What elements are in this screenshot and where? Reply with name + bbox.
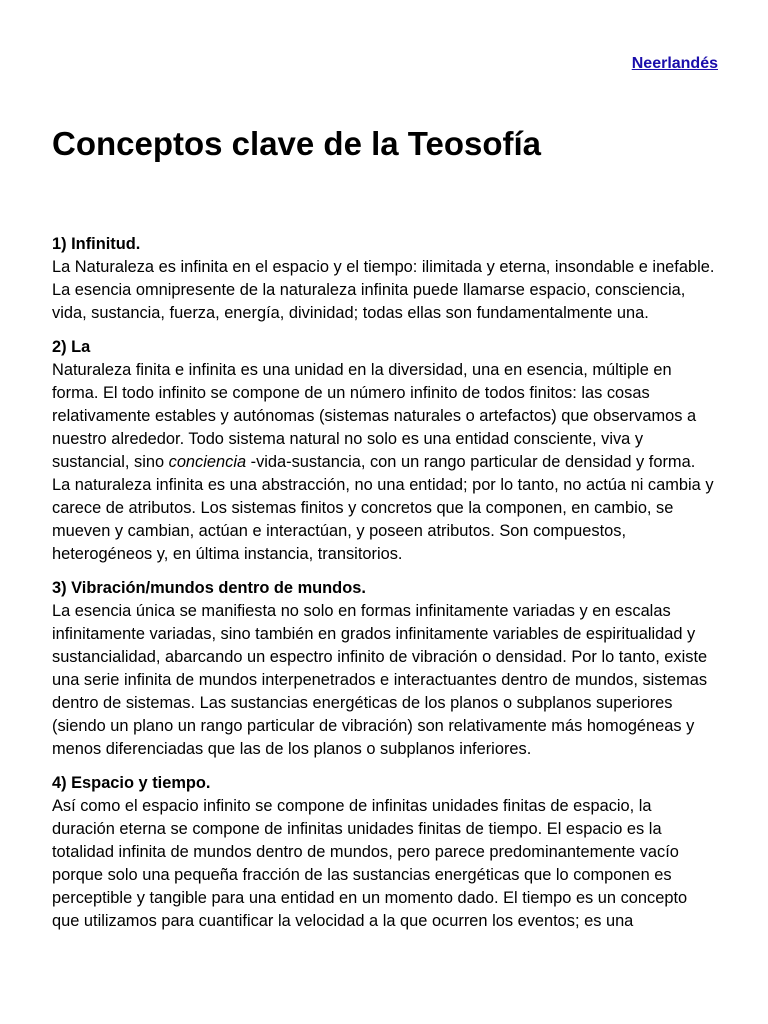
section-body-emphasis: conciencia (168, 453, 247, 471)
section-heading: 1) Infinitud. (52, 235, 141, 253)
section-body: Así como el espacio infinito se compone de infinitas unidades finitas de espacio, la duración eterna se compone de infinitas unidades finitas de tiempo. El espacio es la totalidad infinita de mundos dentro de mundos, pero parece predominantemente vacío porque solo una pequeña fracción de las sustancias energéticas que lo componen es perceptible y tangible para una entidad en un momento dado. El tiempo es un concepto que utilizamos para cuantificar la velocidad a la que ocurren los eventos; es una (52, 797, 688, 930)
section-infinitud (52, 233, 718, 325)
section-heading: 2) La (52, 338, 91, 356)
section-body: La esencia única se manifiesta no solo en formas infinitamente variadas y en escalas infinitamente variadas, sino también en grados infinitamente variables de espiritualidad y sustancialidad, abarcando un espectro infinito de vibración o densidad. Por lo tanto, existe una serie infinita de mundos interpenetrados e interactuantes dentro de mundos, sistemas dentro de sistemas. Las sustancias energéticas de los planos o subplanos superiores (siendo un plano un rango particular de vibración) son relativamente más homogéneas y menos diferenciadas que las de los planos o subplanos inferiores. (52, 602, 708, 758)
section-body (52, 359, 718, 566)
section-body-text: -vida-sustancia, con un rango particular de densidad y forma. La naturaleza infinita es una abstracción, no una entidad; por lo tanto, no actúa ni cambia y carece de atributos. Los sistemas finitos y concretos que la componen, en cambio, se mueven y cambian, actúan e interactúan, y poseen atributos. Son compuestos, heterogéneos y, en última instancia, transitorios. (52, 453, 714, 563)
section-la (52, 336, 718, 566)
section-heading: 3) Vibración/mundos dentro de mundos. (52, 579, 366, 597)
sections-container (52, 233, 718, 944)
page-title: Conceptos clave de la Teosofía (52, 125, 542, 162)
section-espacio-tiempo (52, 772, 718, 933)
language-link-dutch[interactable]: Neerlandés (631, 55, 718, 72)
section-body-text: Naturaleza finita e infinita es una unidad en la diversidad, una en esencia, múltiple en forma. El todo infinito se compone de un número infinito de todos finitos: las cosas relativamente estables y autónomas (sistemas naturales o artefactos) que observamos a nuestro alrededor. Todo sistema natural no solo es una entidad consciente, viva y sustancial, sino (52, 361, 697, 471)
section-body: La Naturaleza es infinita en el espacio y el tiempo: ilimitada y eterna, insondable e inefable. La esencia omnipresente de la naturaleza infinita puede llamarse espacio, consciencia, vida, sustancia, fuerza, energía, divinidad; todas ellas son fundamentalmente una. (52, 258, 715, 322)
section-vibracion (52, 577, 718, 761)
section-heading: 4) Espacio y tiempo. (52, 774, 211, 792)
